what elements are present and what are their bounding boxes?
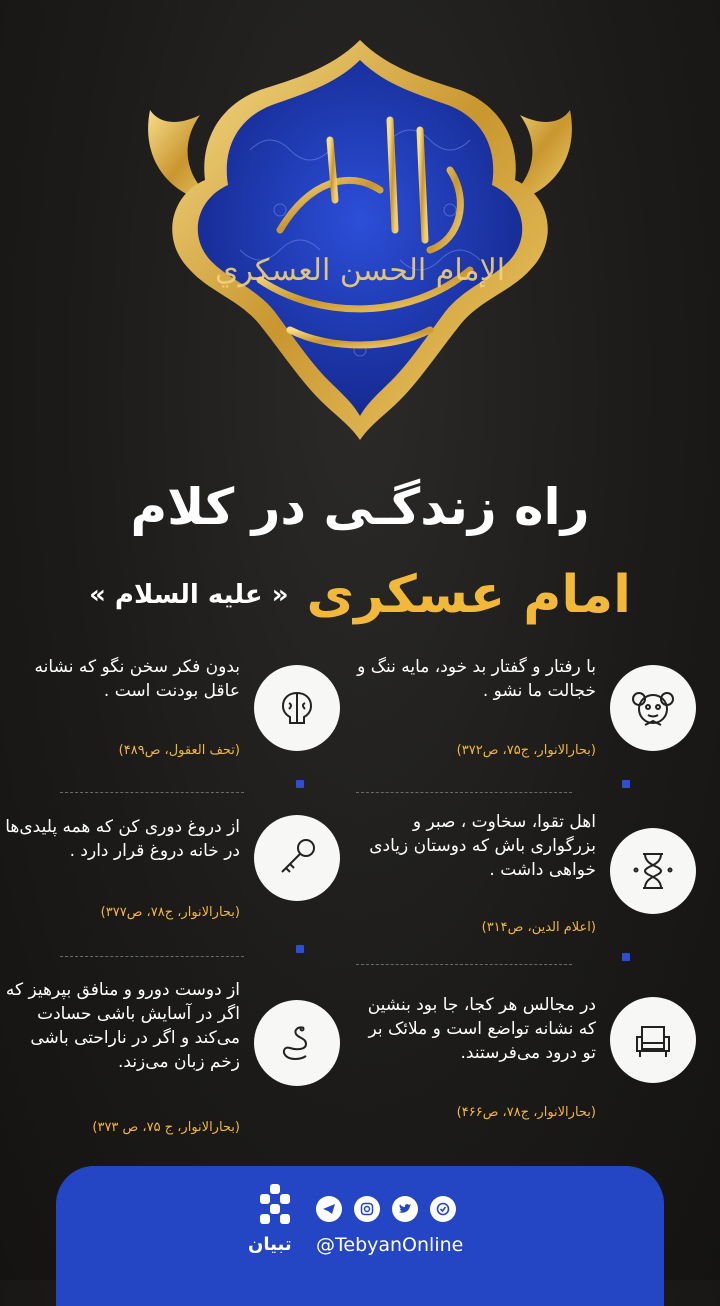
honorific: « علیه السلام » (89, 580, 289, 610)
key-icon (254, 815, 340, 901)
title-imam-name: امام عسکری (306, 565, 631, 625)
saying-text: از دوست دورو و منافق بپرهیز که اگر در آسایش باشی حسادت می‌کند و اگر در ناراحتی باشی زخم زبان می‌زند. (5, 980, 240, 1072)
saying-source: (بحارالانوار، ج۷۸، ص۳۷۷) (100, 905, 240, 920)
saying-text: در مجالس هر کجا، جا بود بنشین که نشانه تواضع است و ملائک بر تو درود می‌فرستند. (367, 995, 596, 1063)
row-divider (356, 792, 572, 794)
saying-card-5 (356, 993, 696, 1133)
twitter-icon[interactable] (392, 1196, 418, 1222)
saying-text: از دروغ دوری کن که همه پلیدی‌ها در خانه دروغ قرار دارد . (5, 817, 240, 861)
armchair-icon (610, 997, 696, 1083)
separator-dot (296, 780, 304, 788)
saying-text: بدون فکر سخن نگو که نشانه عاقل بودنت است . (34, 657, 240, 701)
saying-text: با رفتار و گفتار بد خود، مایه ننگ و خجالت ما نشو . (357, 657, 596, 701)
separator-dot (622, 953, 630, 961)
instagram-icon[interactable] (354, 1196, 380, 1222)
telegram-icon[interactable] (316, 1196, 342, 1222)
title-line1: راه زندگـی در کلام (130, 478, 590, 536)
social-icons (316, 1196, 456, 1222)
row-divider (60, 792, 244, 794)
saying-card-1 (356, 655, 696, 805)
title-row (0, 560, 720, 630)
saying-source: (تحف العقول، ص۴۸۹) (118, 743, 240, 758)
saying-source: (اعلام الدین، ص۳۱۴) (481, 920, 596, 935)
verified-icon[interactable] (430, 1196, 456, 1222)
saying-text: اهل تقوا، سخاوت ، صبر و بزرگواری باش که دوستان زیادی خواهی داشت . (369, 812, 596, 880)
svg-text:الإمام الحسن العسكري: الإمام الحسن العسكري (214, 253, 506, 288)
social-handle[interactable]: @TebyanOnline (316, 1234, 464, 1256)
separator-dot (622, 780, 630, 788)
row-divider (356, 964, 572, 966)
brand-name: تبیان (248, 1234, 292, 1255)
row-divider (60, 956, 244, 958)
saying-source: (بحارالانوار، ج۷۸، ص۴۶۶) (456, 1105, 596, 1120)
tebyan-logo-icon (252, 1182, 298, 1228)
separator-dot (296, 945, 304, 953)
saying-source: (بحارالانوار، ج ۷۵، ص ۳۷۳) (92, 1120, 240, 1135)
saying-card-6 (0, 978, 340, 1148)
face-icon (610, 665, 696, 751)
saying-card-4 (0, 815, 340, 935)
saying-card-3 (356, 810, 696, 950)
emblem-calligraphy (130, 30, 590, 450)
saying-card-2 (0, 655, 340, 805)
saying-source: (بحارالانوار، ج۷۵، ص۳۷۲) (456, 743, 596, 758)
brain-icon (254, 665, 340, 751)
hourglass-icon (610, 828, 696, 914)
snake-icon (254, 1000, 340, 1086)
